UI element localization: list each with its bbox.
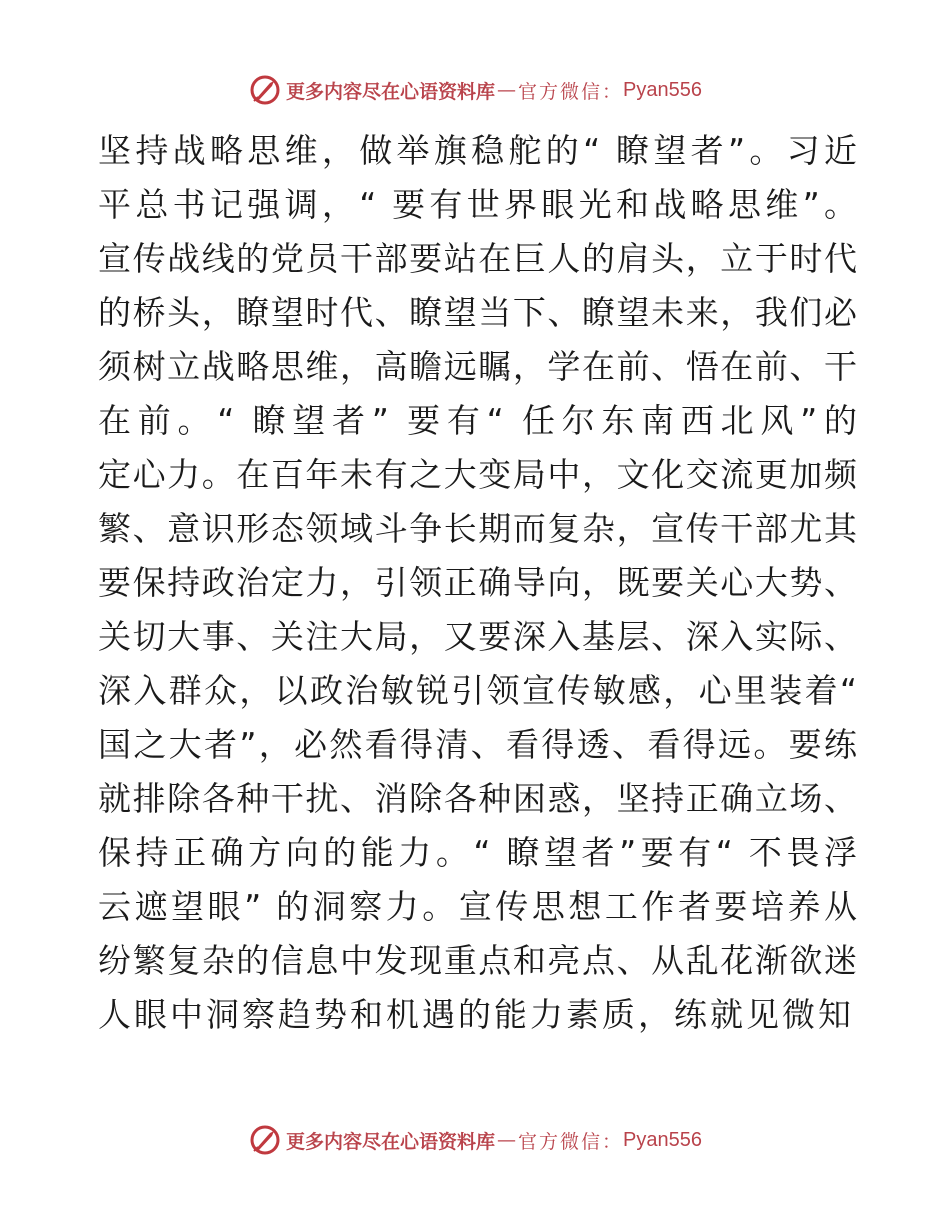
document-body — [98, 124, 858, 1042]
text-line: 平总书记强调，“ 要有世界眼光和战略思维”。 — [98, 185, 858, 224]
text-line: 人眼中洞察趋势和机遇的能力素质，练就见微知 — [98, 995, 854, 1034]
text-line: 要保持政治定力，引领正确导向，既要关心大势、 — [98, 563, 858, 602]
watermark-label: 官方微信： — [518, 80, 624, 103]
text-line: 在前。“ 瞭望者” 要有“ 任尔东南西北风”的 — [98, 401, 858, 440]
text-line: 关切大事、关注大局，又要深入基层、深入实际、 — [98, 617, 858, 656]
header-watermark — [0, 70, 950, 110]
watermark-dash: — — [497, 79, 517, 101]
quill-logo-icon — [248, 73, 282, 107]
text-line: 须树立战略思维，高瞻远瞩，学在前、悟在前、干 — [98, 347, 858, 386]
text-line: 的桥头，瞭望时代、瞭望当下、瞭望未来，我们必 — [98, 293, 858, 332]
footer-watermark — [0, 1120, 950, 1160]
text-line: 繁、意识形态领域斗争长期而复杂，宣传干部尤其 — [98, 509, 858, 548]
quill-logo-icon — [248, 1123, 282, 1157]
text-line: 国之大者”，必然看得清、看得透、看得远。要练 — [98, 725, 858, 764]
watermark-label: 官方微信： — [518, 1130, 624, 1153]
watermark-wechat-id: Pyan556 — [623, 78, 702, 101]
watermark-dash: — — [497, 1129, 517, 1151]
text-line: 保持正确方向的能力。“ 瞭望者”要有“ 不畏浮 — [98, 833, 858, 872]
text-line: 宣传战线的党员干部要站在巨人的肩头，立于时代 — [98, 239, 858, 278]
watermark-wechat-id: Pyan556 — [623, 1128, 702, 1151]
text-line: 纷繁复杂的信息中发现重点和亮点、从乱花渐欲迷 — [98, 941, 858, 980]
text-line: 定心力。在百年未有之大变局中，文化交流更加频 — [98, 455, 858, 494]
watermark-brand: 更多内容尽在心语资料库 — [286, 1130, 496, 1153]
text-line: 深入群众，以政治敏锐引领宣传敏感，心里装着“ — [98, 671, 858, 710]
text-line: 就排除各种干扰、消除各种困惑，坚持正确立场、 — [98, 779, 858, 818]
text-line: 云遮望眼” 的洞察力。宣传思想工作者要培养从 — [98, 887, 858, 926]
text-line: 坚持战略思维，做举旗稳舵的“ 瞭望者”。习近 — [98, 131, 858, 170]
watermark-brand: 更多内容尽在心语资料库 — [286, 80, 496, 103]
